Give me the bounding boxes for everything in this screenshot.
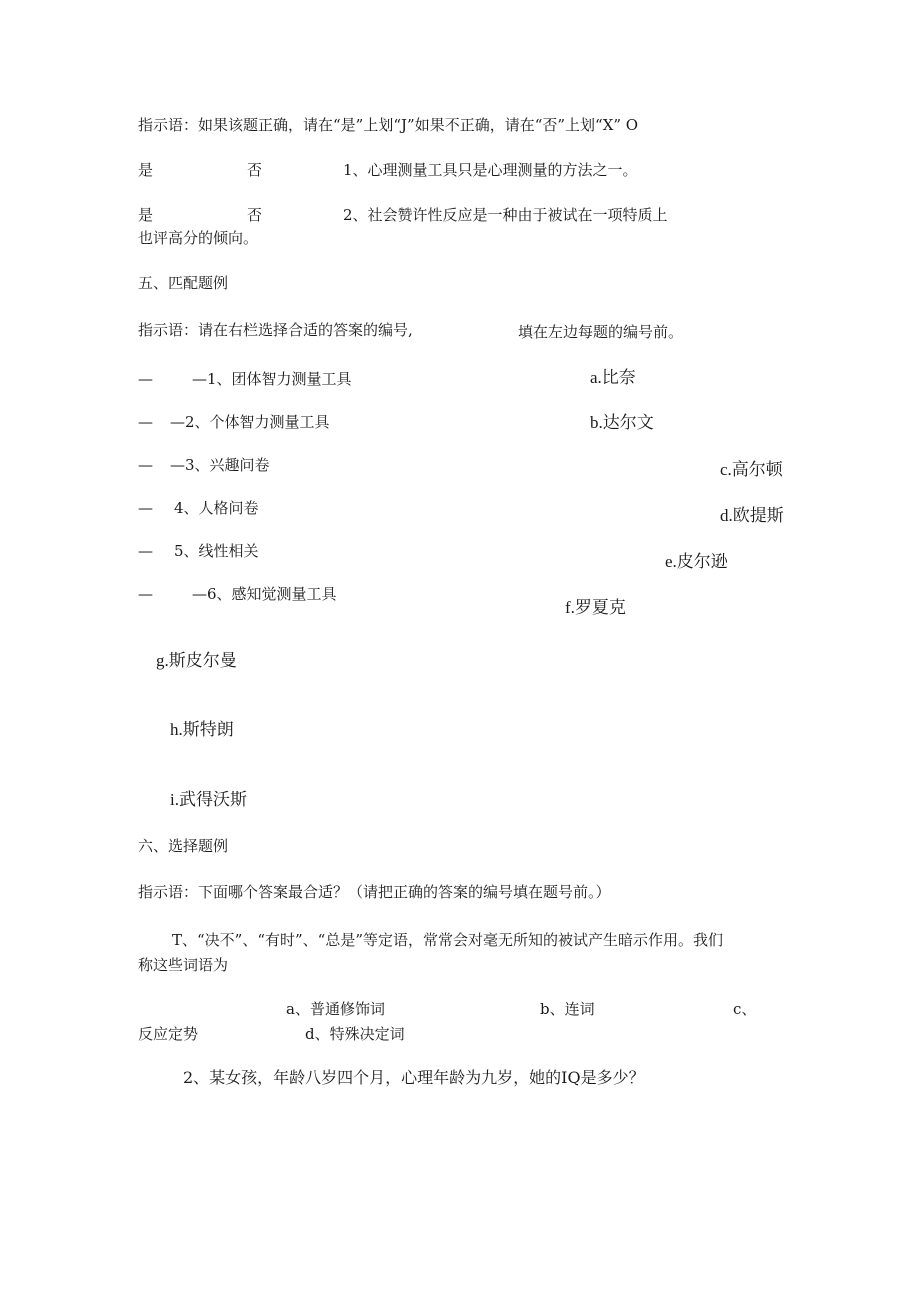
choice-q2: 2、某女孩，年龄八岁四个月，心理年龄为九岁，她的IQ是多少？	[183, 1068, 645, 1087]
tf-2-yes-option[interactable]: 是	[138, 206, 154, 224]
choice-option-b: b、连词	[540, 1000, 595, 1018]
choice-option-c: c、	[733, 1000, 757, 1018]
matching-answer: e.皮尔逊	[665, 552, 728, 571]
matching-answer: h.斯特朗	[170, 720, 234, 739]
choice-option-d: d、特殊决定词	[305, 1025, 405, 1043]
tf-instruction: 指示语：如果该题正确，请在“是”上划“J”如果不正确，请在“否”上划“X” O	[138, 116, 639, 134]
matching-left-item: —6、感知觉测量工具	[192, 585, 337, 603]
choice-q1-line1: T、“决不”、“有时”、“总是”等定语，常常会对毫无所知的被试产生暗示作用。我们	[172, 931, 724, 949]
tf-2-no-option[interactable]: 否	[247, 206, 263, 224]
tf-2-question: 2、社会赞许性反应是一种由于被试在一项特质上	[343, 206, 668, 224]
choice-instruction: 指示语：下面哪个答案最合适？（请把正确的答案的编号填在题号前。）	[138, 883, 611, 901]
matching-instruction-right: 填在左边每题的编号前。	[518, 323, 684, 341]
matching-answer: c.高尔顿	[720, 460, 783, 479]
matching-blank[interactable]: —	[138, 370, 153, 388]
matching-left-item: —3、兴趣问卷	[170, 456, 270, 474]
section-heading-matching: 五、匹配题例	[138, 274, 229, 292]
matching-answer: g.斯皮尔曼	[156, 651, 237, 670]
matching-answer: a.比奈	[590, 368, 636, 387]
matching-left-item: 4、人格问卷	[174, 499, 259, 517]
matching-left-item: 5、线性相关	[174, 542, 259, 560]
choice-q1-line2: 称这些词语为	[138, 956, 229, 974]
choice-option-c-text: 反应定势	[138, 1025, 199, 1043]
matching-left-item: —1、团体智力测量工具	[192, 370, 352, 388]
tf-2-question-cont: 也评高分的倾向。	[138, 229, 259, 247]
section-heading-choice: 六、选择题例	[138, 837, 229, 855]
matching-answer: d.欧提斯	[720, 506, 784, 525]
matching-answer: b.达尔文	[590, 413, 654, 432]
matching-answer: f.罗夏克	[565, 598, 626, 617]
matching-left-item: —2、个体智力测量工具	[170, 413, 330, 431]
matching-blank[interactable]: —	[138, 413, 153, 431]
matching-answer: i.武得沃斯	[170, 790, 247, 809]
tf-1-yes-option[interactable]: 是	[138, 161, 154, 179]
matching-blank[interactable]: —	[138, 456, 153, 474]
tf-1-question: 1、心理测量工具只是心理测量的方法之一。	[343, 161, 638, 179]
tf-1-no-option[interactable]: 否	[247, 161, 263, 179]
choice-option-a: a、普通修饰词	[286, 1000, 385, 1018]
matching-blank[interactable]: —	[138, 542, 153, 560]
matching-instruction-left: 指示语：请在右栏选择合适的答案的编号,	[138, 321, 413, 339]
matching-blank[interactable]: —	[138, 585, 153, 603]
matching-blank[interactable]: —	[138, 499, 153, 517]
